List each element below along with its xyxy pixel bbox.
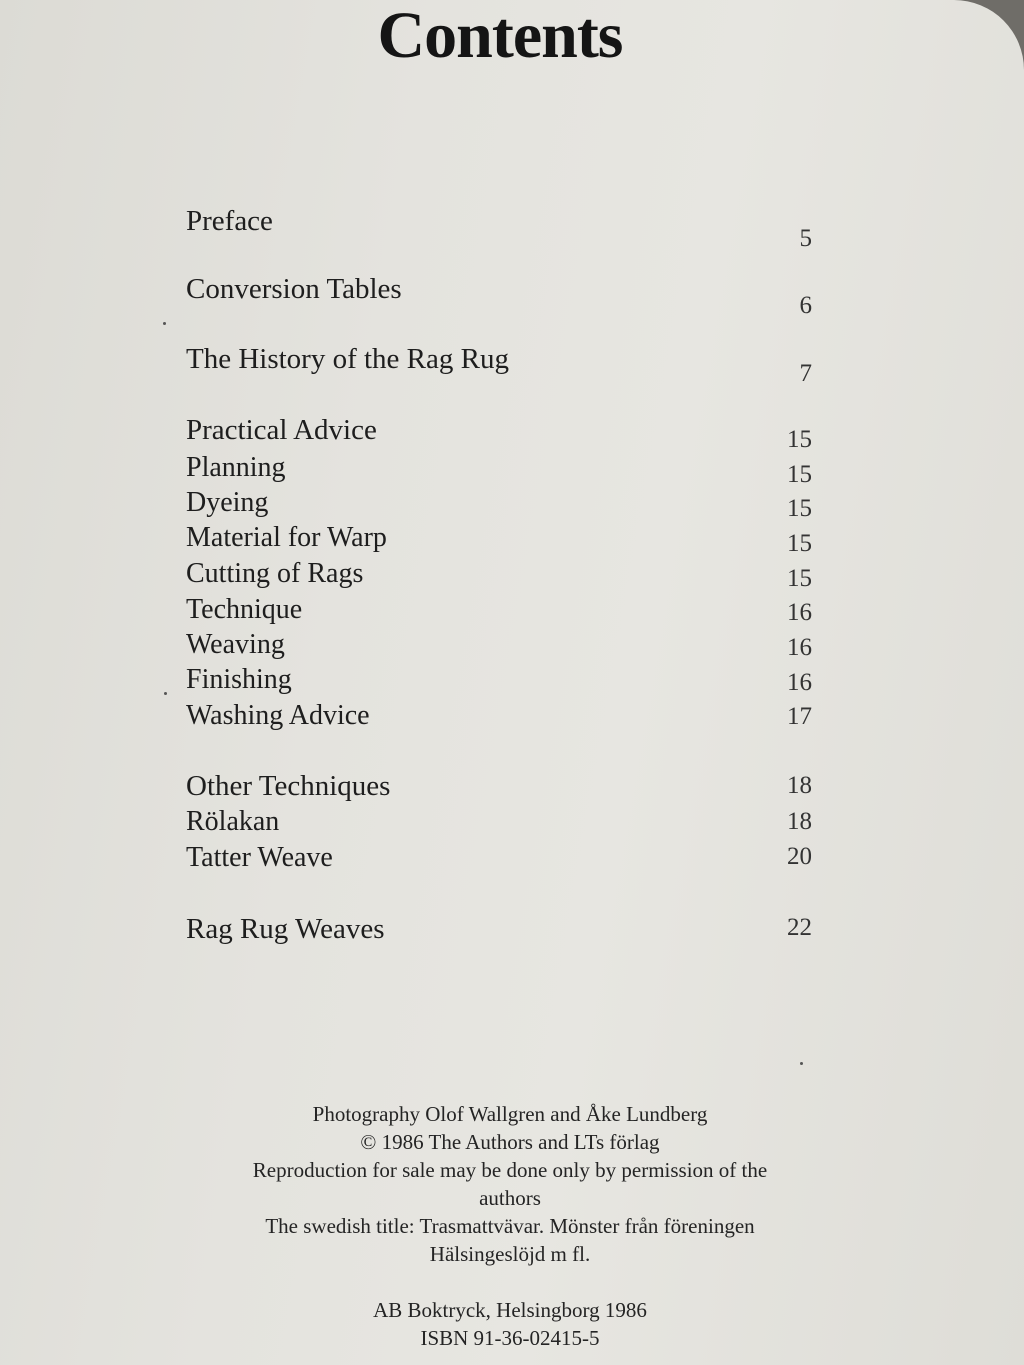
toc-entry-page-number: 15 — [787, 565, 812, 592]
toc-entry-label: Conversion Tables — [186, 273, 402, 305]
paper-speck — [164, 692, 167, 695]
toc-entry-page-number: 15 — [787, 426, 812, 453]
toc-entry-page-number: 16 — [787, 599, 812, 626]
copyright-notice: © 1986 The Authors and LTs förlag — [360, 1130, 660, 1154]
toc-entry-label: Weaving — [186, 629, 285, 660]
printer-block — [200, 1296, 820, 1352]
toc-entry-page-number: 18 — [787, 808, 812, 835]
toc-entry-page-number: 5 — [799, 225, 812, 252]
toc-entry-label: Cutting of Rags — [186, 558, 364, 589]
reproduction-notice: Reproduction for sale may be done only by permission of the — [252, 1158, 768, 1182]
toc-entry-label: Rag Rug Weaves — [186, 913, 385, 945]
toc-entry-page-number: 16 — [787, 669, 812, 696]
toc-entry-page-number: 22 — [787, 914, 812, 941]
toc-entry-label: Other Techniques — [186, 770, 391, 802]
toc-entry-page-number: 20 — [787, 843, 812, 870]
toc-entry-label: Finishing — [186, 664, 292, 695]
paper-speck — [800, 1062, 803, 1065]
toc-entry-page-number: 18 — [787, 772, 812, 799]
toc-entry-label: Technique — [186, 594, 303, 625]
toc-entry-label: Planning — [186, 452, 286, 483]
printer-line: AB Boktryck, Helsingborg 1986 — [373, 1298, 647, 1322]
reproduction-notice-cont: authors — [479, 1186, 541, 1210]
paper-speck — [163, 322, 166, 325]
toc-entry-label: Washing Advice — [186, 700, 370, 731]
toc-entry-label: The History of the Rag Rug — [186, 343, 509, 375]
toc-entry-label: Material for Warp — [186, 522, 387, 553]
swedish-title-cont: Hälsingeslöjd m fl. — [429, 1242, 591, 1266]
swedish-title: The swedish title: Trasmattvävar. Mönster från föreningen — [265, 1214, 755, 1238]
toc-entry-page-number: 15 — [787, 530, 812, 557]
isbn: ISBN 91-36-02415-5 — [420, 1326, 600, 1350]
toc-entry-label: Dyeing — [186, 487, 269, 518]
toc-entry-page-number: 17 — [787, 703, 812, 730]
page-title: Contents — [377, 0, 623, 72]
toc-entry-label: Rölakan — [186, 806, 280, 837]
toc-entry-page-number: 6 — [799, 292, 812, 319]
toc-entry-label: Preface — [186, 205, 273, 237]
toc-entry-label: Practical Advice — [186, 414, 377, 446]
table-of-contents — [186, 0, 826, 980]
credits-block — [200, 1100, 820, 1268]
toc-entry-label: Tatter Weave — [186, 842, 333, 873]
toc-entry-page-number: 7 — [799, 360, 812, 387]
photography-credit: Photography Olof Wallgren and Åke Lundberg — [312, 1102, 708, 1126]
toc-entry-page-number: 15 — [787, 495, 812, 522]
toc-entry-page-number: 16 — [787, 634, 812, 661]
toc-entry-page-number: 15 — [787, 461, 812, 488]
